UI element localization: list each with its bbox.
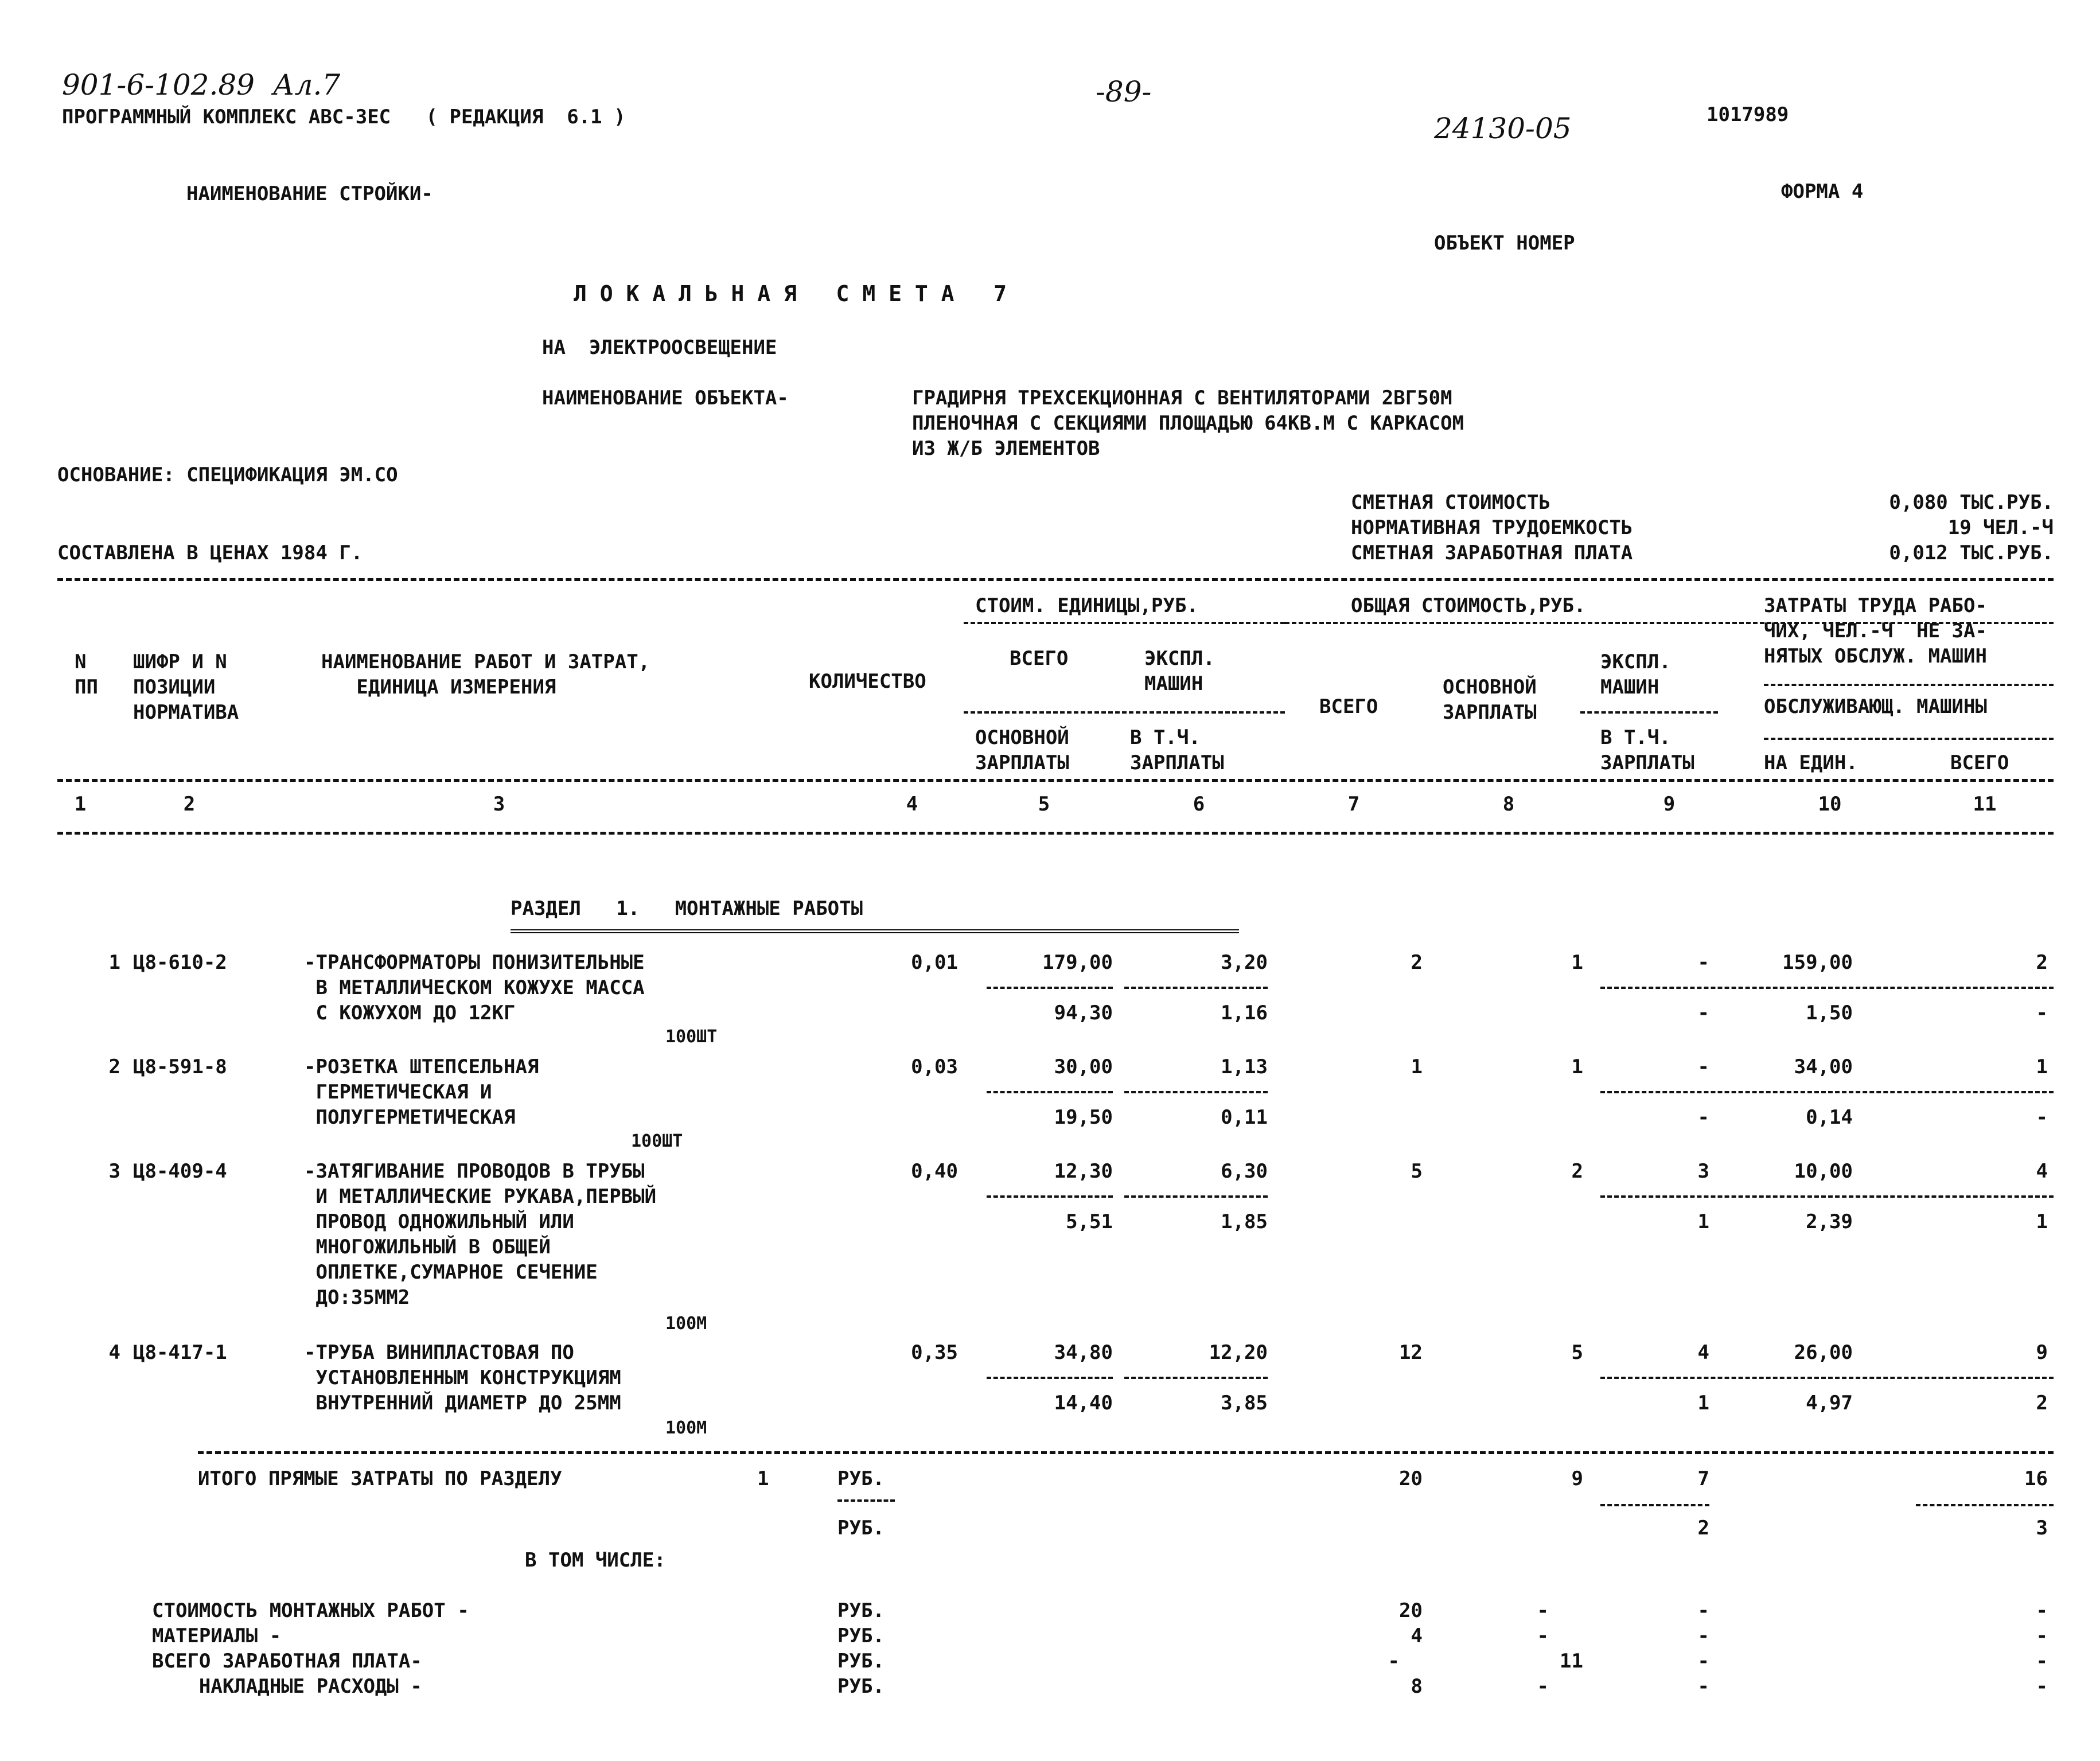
col-number-4: 4	[906, 793, 918, 816]
col-name-header: НАИМЕНОВАНИЕ РАБОТ И ЗАТРАТ, ЕДИНИЦА ИЗМЕРЕНИЯ	[321, 650, 650, 699]
section-title: РАЗДЕЛ 1. МОНТАЖНЫЕ РАБОТЫ	[511, 897, 863, 920]
handwritten-page-number: -89-	[1096, 75, 1152, 108]
breakdown-label-3: ВСЕГО ЗАРАБОТНАЯ ПЛАТА-	[152, 1650, 422, 1673]
breakdown-c7-1: 20	[1399, 1599, 1423, 1622]
row4-rule-6	[1124, 1377, 1268, 1379]
totals-section-no: 1	[757, 1467, 769, 1490]
row1-c9: -	[1697, 951, 1709, 974]
totals-c11b: 3	[2036, 1517, 2048, 1540]
breakdown-unit-1: РУБ.	[837, 1599, 885, 1622]
header-rule-labor	[1764, 684, 2054, 686]
row2-c9: -	[1697, 1055, 1709, 1078]
col-unit-incl-wage-header: В Т.Ч. ЗАРПЛАТЫ	[1130, 726, 1224, 774]
row4-c11: 9	[2036, 1341, 2048, 1364]
breakdown-c11-4: -	[2036, 1675, 2048, 1698]
row2-c5: 30,00	[1054, 1055, 1113, 1078]
header-top-rule	[57, 578, 2054, 581]
row1-c5b: 94,30	[1054, 1002, 1113, 1024]
header-rule-total	[1285, 622, 2054, 624]
handwritten-code: 901-6-102.89 Ал.7	[62, 68, 341, 102]
row2-unit: 100ШТ	[631, 1131, 683, 1151]
row1-c9b: -	[1697, 1002, 1709, 1024]
row3-unit: 100М	[665, 1314, 707, 1334]
row3-name-5: ОПЛЕТКЕ,СУМАРНОЕ СЕЧЕНИЕ	[304, 1261, 598, 1284]
row1-c11b: -	[2036, 1002, 2048, 1024]
col-number-7: 7	[1347, 793, 1360, 816]
summary-value-wage: 0,012 ТЫС.РУБ.	[1889, 541, 2054, 564]
row3-rule-right	[1600, 1195, 2054, 1198]
row1-c10b: 1,50	[1806, 1002, 1853, 1024]
row2-name-3: ПОЛУГЕРМЕТИЧЕСКАЯ	[304, 1106, 516, 1129]
breakdown-label-2: МАТЕРИАЛЫ -	[152, 1624, 282, 1647]
header-rule-unit-2	[964, 711, 1285, 714]
row4-c5: 34,80	[1054, 1341, 1113, 1364]
breakdown-c11-1: -	[2036, 1599, 2048, 1622]
breakdown-label-1: СТОИМОСТЬ МОНТАЖНЫХ РАБОТ -	[152, 1599, 469, 1622]
row4-rule-5	[987, 1377, 1113, 1379]
col-per-unit-header: НА ЕДИН.	[1764, 751, 1858, 774]
object-name-line-2: ПЛЕНОЧНАЯ С СЕКЦИЯМИ ПЛОЩАДЬЮ 64КВ.М С КАРКАСОМ	[912, 412, 1464, 435]
breakdown-c9-2: -	[1697, 1624, 1709, 1647]
row3-c7: 5	[1411, 1160, 1423, 1183]
col-labor-total-header: ВСЕГО	[1950, 751, 2009, 774]
row1-n: 1	[108, 951, 120, 974]
row2-code: Ц8-591-8	[133, 1055, 227, 1078]
breakdown-label-4: НАКЛАДНЫЕ РАСХОДЫ -	[152, 1675, 422, 1698]
section-title-underline	[511, 929, 1239, 933]
row3-c8: 2	[1571, 1160, 1583, 1183]
breakdown-c8-2: -	[1537, 1624, 1549, 1647]
col-number-9: 9	[1663, 793, 1676, 816]
row3-name-4: МНОГОЖИЛЬНЫЙ В ОБЩЕЙ	[304, 1236, 551, 1259]
col-total-cost-header: ОБЩАЯ СТОИМОСТЬ,РУБ.	[1351, 594, 1586, 617]
totals-label: ИТОГО ПРЯМЫЕ ЗАТРАТЫ ПО РАЗДЕЛУ	[198, 1467, 562, 1490]
header-rule-labor-2	[1764, 738, 2054, 740]
form-label: ФОРМА 4	[1781, 180, 1864, 203]
header-rule-unit	[964, 622, 1285, 624]
totals-unit-2: РУБ.	[837, 1517, 885, 1540]
breakdown-c8-3: 11	[1560, 1650, 1583, 1673]
row1-c11: 2	[2036, 951, 2048, 974]
col-number-3: 3	[493, 793, 505, 816]
breakdown-c8-4: -	[1537, 1675, 1549, 1698]
row4-name-3: ВНУТРЕННИЙ ДИАМЕТР ДО 25ММ	[304, 1392, 621, 1415]
row4-code: Ц8-417-1	[133, 1341, 227, 1364]
row1-c8: 1	[1571, 951, 1583, 974]
row4-c10b: 4,97	[1806, 1392, 1853, 1415]
breakdown-c7-2: 4	[1411, 1624, 1423, 1647]
col-total-all-header: ВСЕГО	[1319, 695, 1378, 718]
row4-c6: 12,20	[1209, 1341, 1268, 1364]
estimate-subject: НА ЭЛЕКТРООСВЕЩЕНИЕ	[542, 336, 777, 359]
row3-c6: 6,30	[1221, 1160, 1268, 1183]
row1-c6: 3,20	[1221, 951, 1268, 974]
totals-unit-rule	[837, 1499, 895, 1502]
row4-unit: 100М	[665, 1418, 707, 1438]
col-number-1: 1	[74, 793, 87, 816]
row4-name-1: -ТРУБА ВИНИПЛАСТОВАЯ ПО	[304, 1341, 574, 1364]
row3-rule-5	[987, 1195, 1113, 1198]
row3-code: Ц8-409-4	[133, 1160, 227, 1183]
col-number-11: 11	[1973, 793, 1997, 816]
totals-top-rule	[198, 1451, 2054, 1454]
row3-c5b: 5,51	[1066, 1210, 1113, 1233]
col-unit-wage-header: ОСНОВНОЙ ЗАРПЛАТЫ	[975, 726, 1069, 774]
row3-n: 3	[108, 1160, 120, 1183]
summary-value-labor: 19 ЧЕЛ.-Ч	[1947, 516, 2054, 539]
col-qty-header: КОЛИЧЕСТВО	[809, 670, 926, 693]
row3-name-1: -ЗАТЯГИВАНИЕ ПРОВОДОВ В ТРУБЫ	[304, 1160, 645, 1183]
row1-unit: 100ШТ	[665, 1027, 718, 1047]
totals-c9b: 2	[1697, 1517, 1709, 1540]
row3-name-3: ПРОВОД ОДНОЖИЛЬНЫЙ ИЛИ	[304, 1210, 574, 1233]
col-number-8: 8	[1502, 793, 1515, 816]
page-title: Л О К А Л Ь Н А Я С М Е Т А 7	[574, 281, 1007, 306]
col-serving-header: ОБСЛУЖИВАЮЩ. МАШИНЫ	[1764, 695, 1987, 718]
including-label: В ТОМ ЧИСЛЕ:	[525, 1549, 666, 1572]
row2-c6: 1,13	[1221, 1055, 1268, 1078]
object-name-label: НАИМЕНОВАНИЕ ОБЪЕКТА-	[542, 387, 789, 410]
header-bottom-rule	[57, 832, 2054, 835]
row4-n: 4	[108, 1341, 120, 1364]
summary-label-cost: СМЕТНАЯ СТОИМОСТЬ	[1351, 491, 1550, 514]
summary-value-cost: 0,080 ТЫС.РУБ.	[1889, 491, 2054, 514]
row2-c11b: -	[2036, 1106, 2048, 1129]
row3-name-6: ДО:35ММ2	[304, 1286, 410, 1309]
col-code-header: ШИФР И N ПОЗИЦИИ НОРМАТИВА	[133, 650, 239, 724]
breakdown-unit-2: РУБ.	[837, 1624, 885, 1647]
totals-c7: 20	[1399, 1467, 1423, 1490]
document-id: 1017989	[1707, 103, 1789, 126]
row3-name-2: И МЕТАЛЛИЧЕСКИЕ РУКАВА,ПЕРВЫЙ	[304, 1185, 657, 1208]
row2-c10b: 0,14	[1806, 1106, 1853, 1129]
breakdown-c7-3: -	[1388, 1650, 1400, 1673]
row2-rule-5	[987, 1091, 1113, 1093]
row3-c11: 4	[2036, 1160, 2048, 1183]
row4-rule-right	[1600, 1377, 2054, 1379]
row1-c7: 2	[1411, 951, 1423, 974]
construction-name-label: НАИМЕНОВАНИЕ СТРОЙКИ-	[186, 182, 433, 205]
header-mid-rule	[57, 779, 2054, 782]
row1-rule-6	[1124, 987, 1268, 989]
header-rule-mach	[1580, 711, 1718, 714]
col-unit-mach-header: ЭКСПЛ. МАШИН	[1144, 647, 1215, 695]
col-n-header: N ПП	[75, 650, 98, 699]
row4-qty: 0,35	[911, 1341, 958, 1364]
summary-label-wage: СМЕТНАЯ ЗАРАБОТНАЯ ПЛАТА	[1351, 541, 1633, 564]
col-number-5: 5	[1038, 793, 1050, 816]
totals-c11: 16	[2024, 1467, 2048, 1490]
row1-c10: 159,00	[1782, 951, 1853, 974]
row4-c11b: 2	[2036, 1392, 2048, 1415]
row3-rule-6	[1124, 1195, 1268, 1198]
row1-qty: 0,01	[911, 951, 958, 974]
col-number-10: 10	[1818, 793, 1842, 816]
row1-code: Ц8-610-2	[133, 951, 227, 974]
breakdown-c9-1: -	[1697, 1599, 1709, 1622]
program-line: ПРОГРАММНЫЙ КОМПЛЕКС АВС-ЗЕС ( РЕДАКЦИЯ 6.1 )	[62, 106, 626, 128]
row3-c10b: 2,39	[1806, 1210, 1853, 1233]
row4-c9b: 1	[1697, 1392, 1709, 1415]
breakdown-unit-4: РУБ.	[837, 1675, 885, 1698]
col-unit-all-header: ВСЕГО	[1010, 647, 1069, 670]
breakdown-c11-3: -	[2036, 1650, 2048, 1673]
row1-name-1: -ТРАНСФОРМАТОРЫ ПОНИЗИТЕЛЬНЫЕ	[304, 951, 645, 974]
row4-c5b: 14,40	[1054, 1392, 1113, 1415]
row4-c9: 4	[1697, 1341, 1709, 1364]
row3-c9b: 1	[1697, 1210, 1709, 1233]
object-name-line-1: ГРАДИРНЯ ТРЕХСЕКЦИОННАЯ С ВЕНТИЛЯТОРАМИ 2ВГ50М	[912, 387, 1452, 410]
row2-c9b: -	[1697, 1106, 1709, 1129]
breakdown-c8-1: -	[1537, 1599, 1549, 1622]
basis-line: ОСНОВАНИЕ: СПЕЦИФИКАЦИЯ ЭМ.СО	[57, 463, 398, 486]
row2-qty: 0,03	[911, 1055, 958, 1078]
row3-c5: 12,30	[1054, 1160, 1113, 1183]
col-total-mach-header: ЭКСПЛ. МАШИН	[1600, 650, 1671, 699]
row2-c8: 1	[1571, 1055, 1583, 1078]
col-total-incl-wage-header: В Т.Ч. ЗАРПЛАТЫ	[1600, 726, 1694, 774]
totals-c8: 9	[1571, 1467, 1583, 1490]
breakdown-unit-3: РУБ.	[837, 1650, 885, 1673]
breakdown-c11-2: -	[2036, 1624, 2048, 1647]
row3-c6b: 1,85	[1221, 1210, 1268, 1233]
summary-label-labor: НОРМАТИВНАЯ ТРУДОЕМКОСТЬ	[1351, 516, 1633, 539]
row2-name-2: ГЕРМЕТИЧЕСКАЯ И	[304, 1081, 492, 1104]
row1-c5: 179,00	[1042, 951, 1113, 974]
row1-name-3: С КОЖУХОМ ДО 12КГ	[304, 1002, 516, 1024]
totals-c9: 7	[1697, 1467, 1709, 1490]
row2-n: 2	[108, 1055, 120, 1078]
row2-rule-right	[1600, 1091, 2054, 1093]
row2-c6b: 0,11	[1221, 1106, 1268, 1129]
row2-c11: 1	[2036, 1055, 2048, 1078]
row4-name-2: УСТАНОВЛЕННЫМ КОНСТРУКЦИЯМ	[304, 1366, 621, 1389]
row2-name-1: -РОЗЕТКА ШТЕПСЕЛЬНАЯ	[304, 1055, 539, 1078]
prices-line: СОСТАВЛЕНА В ЦЕНАХ 1984 Г.	[57, 541, 363, 564]
row2-rule-6	[1124, 1091, 1268, 1093]
row3-c11b: 1	[2036, 1210, 2048, 1233]
row3-c10: 10,00	[1794, 1160, 1853, 1183]
breakdown-c9-4: -	[1697, 1675, 1709, 1698]
row3-c9: 3	[1697, 1160, 1709, 1183]
col-unit-cost-header: СТОИМ. ЕДИНИЦЫ,РУБ.	[975, 594, 1198, 617]
row2-c7: 1	[1411, 1055, 1423, 1078]
handwritten-doc-number: 24130-05	[1434, 112, 1572, 145]
col-number-2: 2	[183, 793, 196, 816]
row4-c6b: 3,85	[1221, 1392, 1268, 1415]
row4-c8: 5	[1571, 1341, 1583, 1364]
object-name-line-3: ИЗ Ж/Б ЭЛЕМЕНТОВ	[912, 437, 1100, 460]
row1-rule-right	[1600, 987, 2054, 989]
row4-c7: 12	[1399, 1341, 1423, 1364]
totals-rule-11	[1916, 1504, 2054, 1506]
row1-name-2: В МЕТАЛЛИЧЕСКОМ КОЖУХЕ МАССА	[304, 976, 645, 999]
col-labor-header: ЗАТРАТЫ ТРУДА РАБО- ЧИХ, ЧЕЛ.-Ч НЕ ЗА- НЯТЫХ ОБСЛУЖ. МАШИН	[1764, 594, 1987, 668]
breakdown-c9-3: -	[1697, 1650, 1709, 1673]
row1-rule-5	[987, 987, 1113, 989]
row1-c6b: 1,16	[1221, 1002, 1268, 1024]
breakdown-c7-4: 8	[1411, 1675, 1423, 1698]
totals-rule-9	[1600, 1504, 1709, 1506]
totals-unit: РУБ.	[837, 1467, 885, 1490]
object-number-label: ОБЪЕКТ НОМЕР	[1434, 232, 1575, 255]
row3-qty: 0,40	[911, 1160, 958, 1183]
row4-c10: 26,00	[1794, 1341, 1853, 1364]
col-number-6: 6	[1193, 793, 1205, 816]
col-total-wage-header: ОСНОВНОЙ ЗАРПЛАТЫ	[1443, 676, 1537, 724]
row2-c10: 34,00	[1794, 1055, 1853, 1078]
row2-c5b: 19,50	[1054, 1106, 1113, 1129]
